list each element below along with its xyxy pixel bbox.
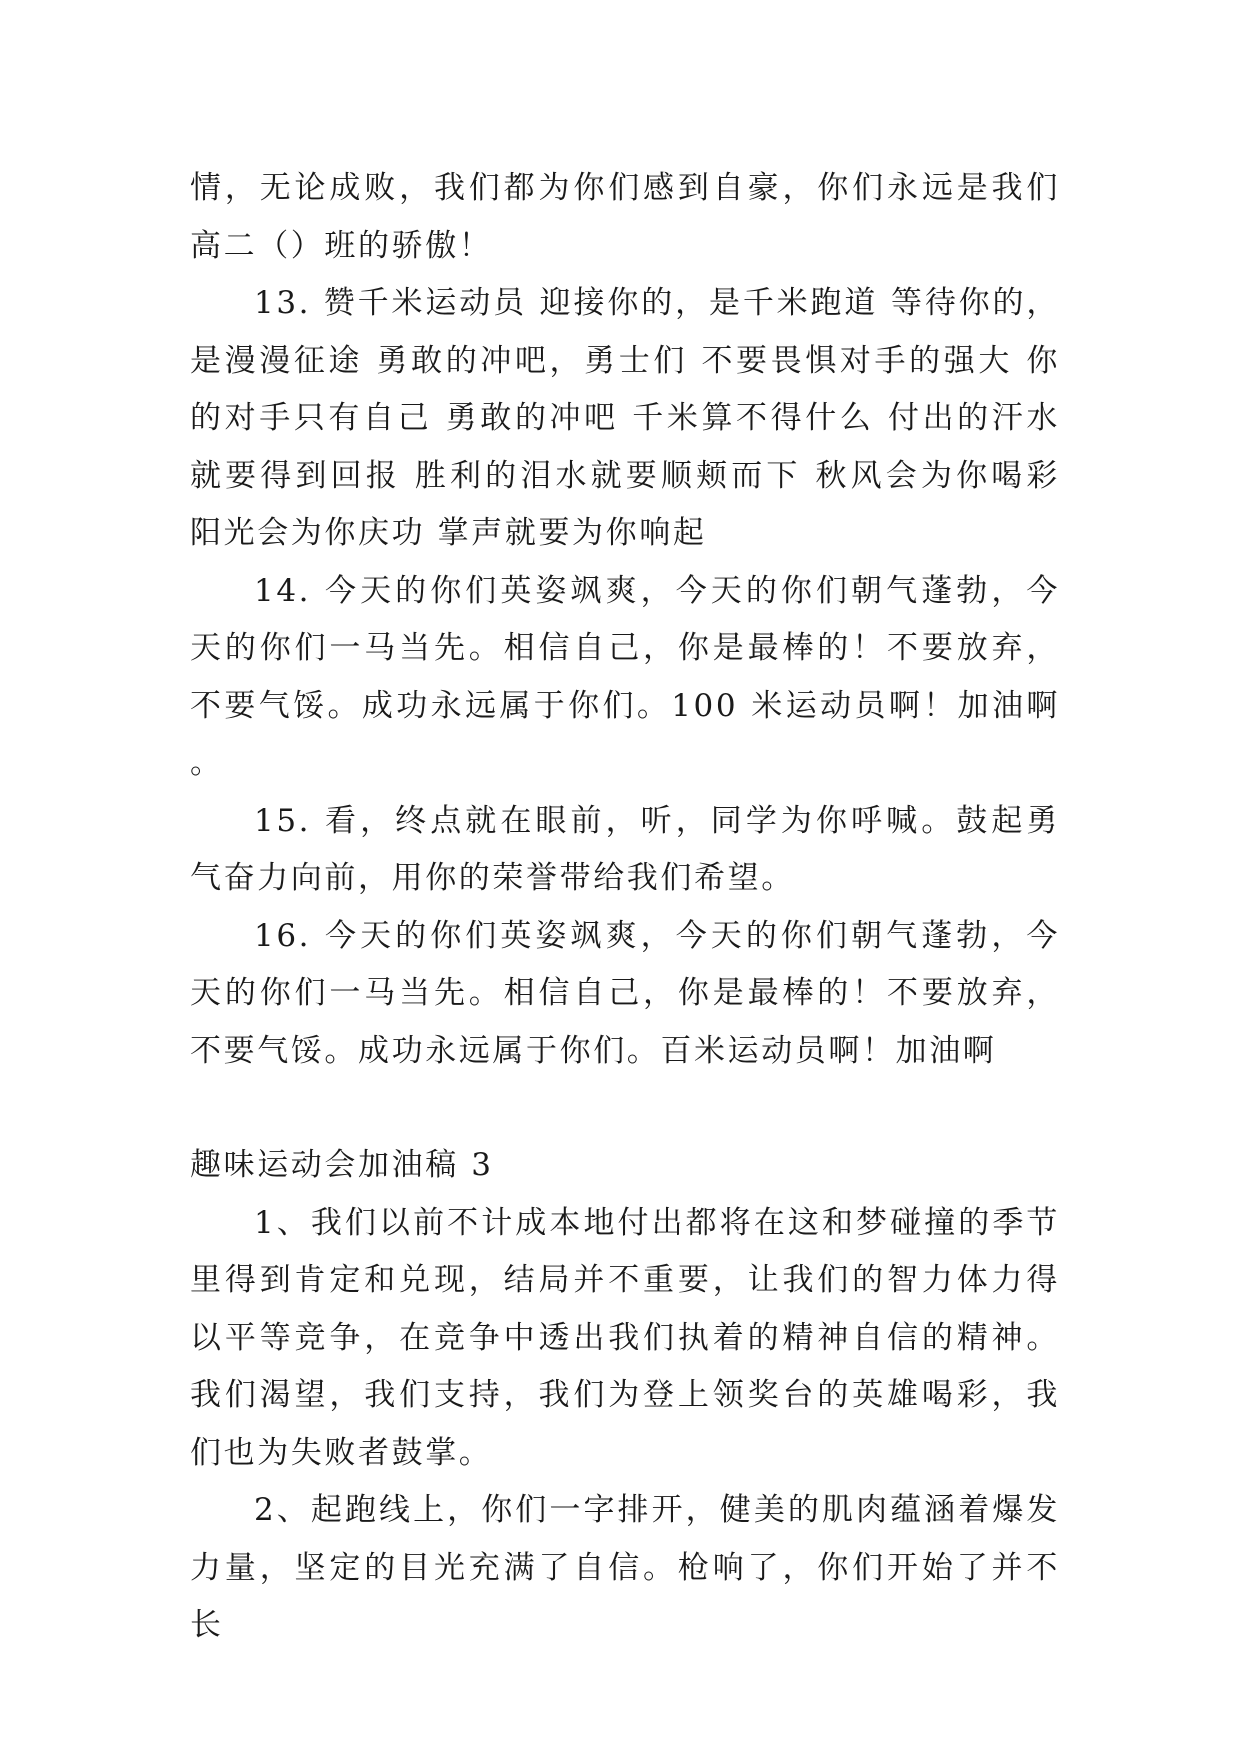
- paragraph-item-16: 16. 今天的你们英姿飒爽，今天的你们朝气蓬勃，今天的你们一马当先。相信自己，你是最棒的！不要放弃，不要气馁。成功永远属于你们。百米运动员啊！加油啊: [190, 917, 1060, 1069]
- document-body: [190, 160, 1060, 1655]
- paragraph-item-15: 15. 看，终点就在眼前，听，同学为你呼喊。鼓起勇气奋力向前，用你的荣誉带给我们希望。: [190, 802, 1060, 896]
- paragraph-section3-item-1: 1、我们以前不计成本地付出都将在这和梦碰撞的季节里得到肯定和兑现，结局并不重要，让我们的智力体力得以平等竞争，在竞争中透出我们执着的精神自信的精神。我们渴望，我们支持，我们为登上领奖台的英雄喝彩，我们也为失败者鼓掌。: [190, 1204, 1060, 1471]
- paragraph-item-13: 13. 赞千米运动员 迎接你的，是千米跑道 等待你的，是漫漫征途 勇敢的冲吧，勇士们 不要畏惧对手的强大 你的对手只有自己 勇敢的冲吧 千米算不得什么 付出的汗水就要得到回报 胜利的泪水就要顺颊而下 秋风会为你喝彩 阳光会为你庆功 掌声就要为你响起: [190, 285, 1060, 551]
- paragraph-continuation: 情，无论成败，我们都为你们感到自豪，你们永远是我们高二（）班的骄傲！: [190, 170, 1060, 264]
- paragraph-section3-item-2: 2、起跑线上，你们一字排开，健美的肌肉蕴涵着爆发力量，坚定的目光充满了自信。枪响了，你们开始了并不长: [190, 1492, 1060, 1643]
- section-heading: 趣味运动会加油稿 3: [190, 1147, 494, 1183]
- paragraph-item-14: 14. 今天的你们英姿飒爽，今天的你们朝气蓬勃，今天的你们一马当先。相信自己，你是最棒的！不要放弃，不要气馁。成功永远属于你们。100 米运动员啊！加油啊。: [190, 572, 1060, 781]
